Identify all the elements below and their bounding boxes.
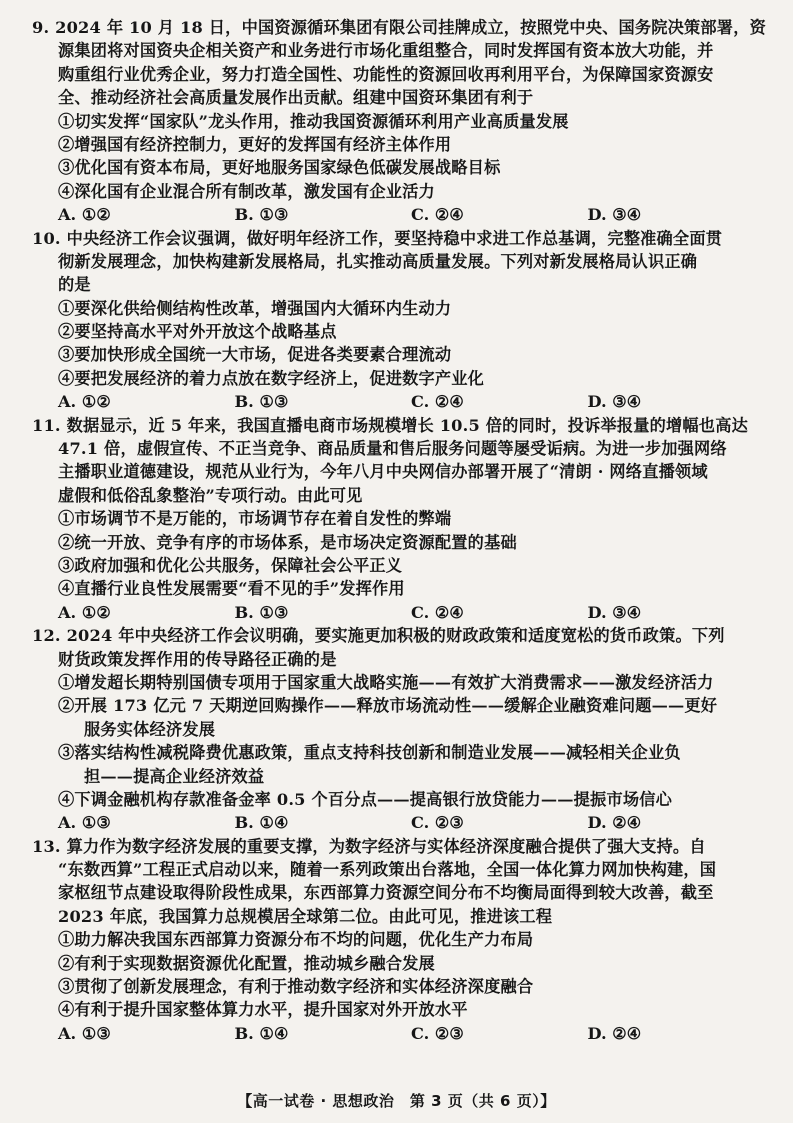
answer-choice-b: B. ①③ <box>234 392 289 412</box>
question-10-stem-line: 的是 <box>58 275 91 295</box>
answer-choice-d: D. ②④ <box>587 1023 642 1043</box>
question-13-stem-line: 家枢纽节点建设取得阶段性成果，东西部算力资源空间分布不均衡局面得到较大改善，截至 <box>58 883 714 903</box>
answer-choice-a: A. ①③ <box>58 813 111 833</box>
question-11-option-1: ①市场调节不是万能的，市场调节存在着自发性的弊端 <box>58 509 452 529</box>
question-11-option-2: ②统一开放、竞争有序的市场体系，是市场决定资源配置的基础 <box>58 532 517 552</box>
question-12-option-3-continued: 担——提高企业经济效益 <box>84 766 265 786</box>
question-9-stem-line: 购重组行业优秀企业，努力打造全国性、功能性的资源回收再利用平台，为保障国家资源安 <box>58 64 714 84</box>
question-13-option-3: ③贯彻了创新发展理念，有利于推动数字经济和实体经济深度融合 <box>58 977 534 997</box>
question-9-option-3: ③优化国有资本布局，更好地服务国家绿色低碳发展战略目标 <box>58 158 501 178</box>
question-13-stem-line: 13. 算力作为数字经济发展的重要支撑，为数字经济与实体经济深度融合提供了强大支持。自 <box>32 836 706 856</box>
question-13-option-1: ①助力解决我国东西部算力资源分布不均的问题，优化生产力布局 <box>58 930 534 950</box>
question-11-stem-line: 11. 数据显示，近 5 年来，我国直播电商市场规模增长 10.5 倍的同时，投诉举报量的增幅也高达 <box>32 415 748 435</box>
question-9-option-2: ②增强国有经济控制力，更好的发挥国有经济主体作用 <box>58 134 452 154</box>
question-10 <box>32 227 764 414</box>
question-11 <box>32 414 764 625</box>
answer-choice-c: C. ②③ <box>411 813 464 833</box>
answer-choice-b: B. ①③ <box>234 205 289 225</box>
exam-page <box>32 16 764 1045</box>
answer-choice-b: B. ①③ <box>234 602 289 622</box>
question-9 <box>32 16 764 227</box>
question-12 <box>32 624 764 835</box>
question-12-option-3: ③落实结构性减税降费优惠政策，重点支持科技创新和制造业发展——减轻相关企业负 <box>58 743 681 763</box>
answer-choice-a: A. ①② <box>58 205 111 225</box>
question-12-answer-choices <box>32 811 764 834</box>
question-11-answer-choices <box>32 601 764 624</box>
question-13-option-2: ②有利于实现数据资源优化配置，推动城乡融合发展 <box>58 953 435 973</box>
question-10-stem-line: 10. 中央经济工作会议强调，做好明年经济工作，要坚持稳中求进工作总基调，完整准确全面贯 <box>32 228 723 248</box>
question-13-stem-line: 2023 年底，我国算力总规模居全球第二位。由此可见，推进该工程 <box>58 906 553 926</box>
question-11-stem-line: 47.1 倍，虚假宣传、不正当竞争、商品质量和售后服务问题等屡受诟病。为进一步加强网络 <box>58 439 727 459</box>
question-10-option-2: ②要坚持高水平对外开放这个战略基点 <box>58 322 337 342</box>
answer-choice-b: B. ①④ <box>234 1023 289 1043</box>
question-13-answer-choices <box>32 1022 764 1045</box>
page-footer: 【高一试卷 · 思想政治 第 3 页（共 6 页）】 <box>237 1092 556 1110</box>
question-11-option-4: ④直播行业良性发展需要“看不见的手”发挥作用 <box>58 579 405 599</box>
answer-choice-b: B. ①④ <box>234 813 289 833</box>
question-9-option-1: ①切实发挥“国家队”龙头作用，推动我国资源循环利用产业高质量发展 <box>58 111 569 131</box>
answer-choice-d: D. ③④ <box>587 205 642 225</box>
question-12-stem-line: 财货政策发挥作用的传导路径正确的是 <box>58 649 337 669</box>
question-12-option-4: ④下调金融机构存款准备金率 0.5 个百分点——提高银行放贷能力——提振市场信心 <box>58 789 672 809</box>
answer-choice-c: C. ②④ <box>411 602 464 622</box>
question-12-option-1: ①增发超长期特别国债专项用于国家重大战略实施——有效扩大消费需求——激发经济活力 <box>58 672 714 692</box>
question-11-stem-line: 虚假和低俗乱象整治”专项行动。由此可见 <box>58 485 363 505</box>
question-9-answer-choices <box>32 203 764 226</box>
answer-choice-d: D. ③④ <box>587 602 642 622</box>
question-10-option-1: ①要深化供给侧结构性改革，增强国内大循环内生动力 <box>58 298 452 318</box>
question-11-stem-line: 主播职业道德建设，规范从业行为，今年八月中央网信办部署开展了“清朗 · 网络直播领域 <box>58 462 708 482</box>
answer-choice-a: A. ①② <box>58 392 111 412</box>
answer-choice-c: C. ②④ <box>411 205 464 225</box>
question-9-option-4: ④深化国有企业混合所有制改革，激发国有企业活力 <box>58 181 435 201</box>
question-13-option-4: ④有利于提升国家整体算力水平，提升国家对外开放水平 <box>58 1000 468 1020</box>
question-10-option-3: ③要加快形成全国统一大市场，促进各类要素合理流动 <box>58 345 452 365</box>
question-11-option-3: ③政府加强和优化公共服务，保障社会公平正义 <box>58 555 403 575</box>
question-10-answer-choices <box>32 390 764 413</box>
answer-choice-a: A. ①③ <box>58 1023 111 1043</box>
question-12-option-2-continued: 服务实体经济发展 <box>84 719 216 739</box>
question-9-stem-line: 源集团将对国资央企相关资产和业务进行市场化重组整合，同时发挥国有资本放大功能，并 <box>58 41 714 61</box>
question-13 <box>32 835 764 1046</box>
answer-choice-d: D. ②④ <box>587 813 642 833</box>
question-9-stem-line: 全、推动经济社会高质量发展作出贡献。组建中国资环集团有利于 <box>58 88 534 108</box>
answer-choice-c: C. ②④ <box>411 392 464 412</box>
question-10-option-4: ④要把发展经济的着力点放在数字经济上，促进数字产业化 <box>58 368 485 388</box>
question-12-option-2: ②开展 173 亿元 7 天期逆回购操作——释放市场流动性——缓解企业融资难问题——更好 <box>58 696 718 716</box>
answer-choice-c: C. ②③ <box>411 1023 464 1043</box>
answer-choice-d: D. ③④ <box>587 392 642 412</box>
question-10-stem-line: 彻新发展理念，加快构建新发展格局，扎实推动高质量发展。下列对新发展格局认识正确 <box>58 251 698 271</box>
question-13-stem-line: “东数西算”工程正式启动以来，随着一系列政策出台落地，全国一体化算力网加快构建，国 <box>58 860 717 880</box>
question-9-stem-line: 9. 2024 年 10 月 18 日，中国资源循环集团有限公司挂牌成立，按照党中央、国务院决策部署，资 <box>32 18 766 37</box>
question-12-stem-line: 12. 2024 年中央经济工作会议明确，要实施更加积极的财政政策和适度宽松的货币政策。下列 <box>32 626 725 646</box>
answer-choice-a: A. ①② <box>58 602 111 622</box>
